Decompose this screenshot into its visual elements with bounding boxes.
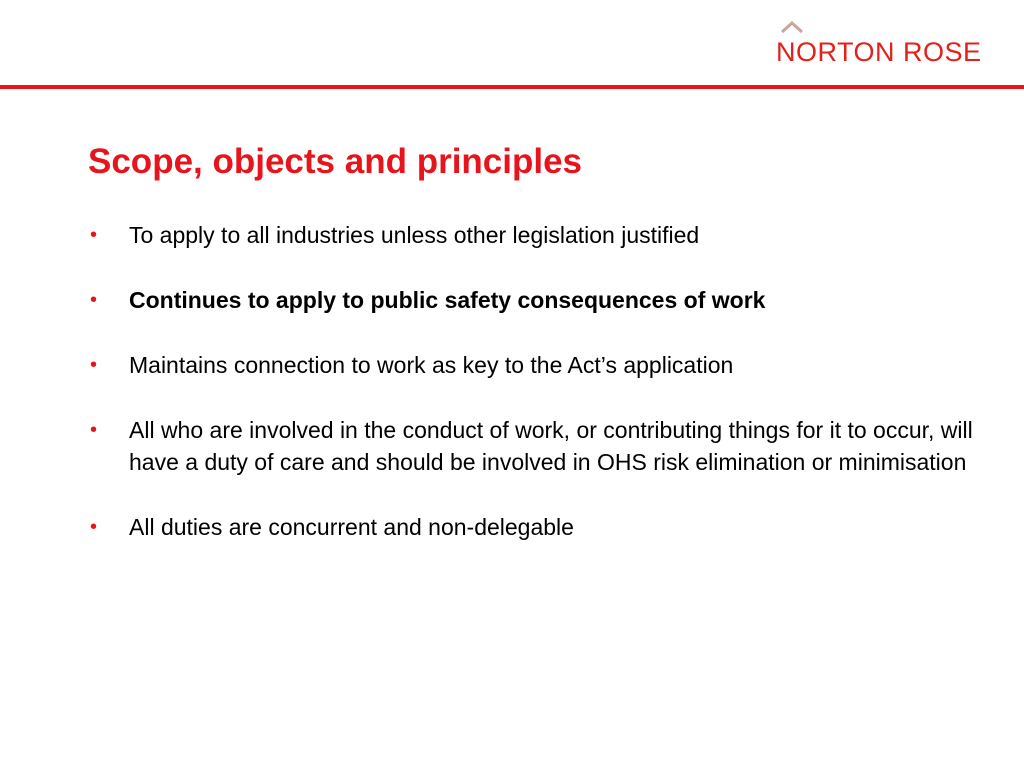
logo-wordmark: NORTON ROSE bbox=[776, 37, 982, 67]
bullet-item bbox=[88, 284, 998, 316]
bullet-item bbox=[88, 219, 998, 251]
bullet-icon: • bbox=[90, 516, 98, 538]
bullet-text: All who are involved in the conduct of work, or contributing things for it to occur, will have a duty of care and should be involved in OHS risk elimination or minimisation bbox=[129, 417, 973, 475]
bullet-icon: • bbox=[90, 289, 98, 311]
norton-rose-logo bbox=[776, 20, 1004, 70]
bullet-text: Maintains connection to work as key to the Act’s application bbox=[129, 352, 734, 378]
chevron-logo-icon bbox=[780, 20, 804, 36]
bullet-item bbox=[88, 511, 998, 543]
bullet-icon: • bbox=[90, 224, 98, 246]
bullet-icon: • bbox=[90, 354, 98, 376]
bullet-text: All duties are concurrent and non-delegable bbox=[129, 514, 574, 540]
bullet-item bbox=[88, 349, 998, 381]
bullet-list bbox=[88, 219, 998, 576]
bullet-icon: • bbox=[90, 419, 98, 441]
bullet-text: To apply to all industries unless other legislation justified bbox=[129, 222, 700, 248]
header-divider bbox=[0, 85, 1024, 89]
slide-title: Scope, objects and principles bbox=[88, 142, 583, 181]
bullet-text: Continues to apply to public safety consequences of work bbox=[129, 287, 766, 313]
bullet-item bbox=[88, 414, 998, 478]
